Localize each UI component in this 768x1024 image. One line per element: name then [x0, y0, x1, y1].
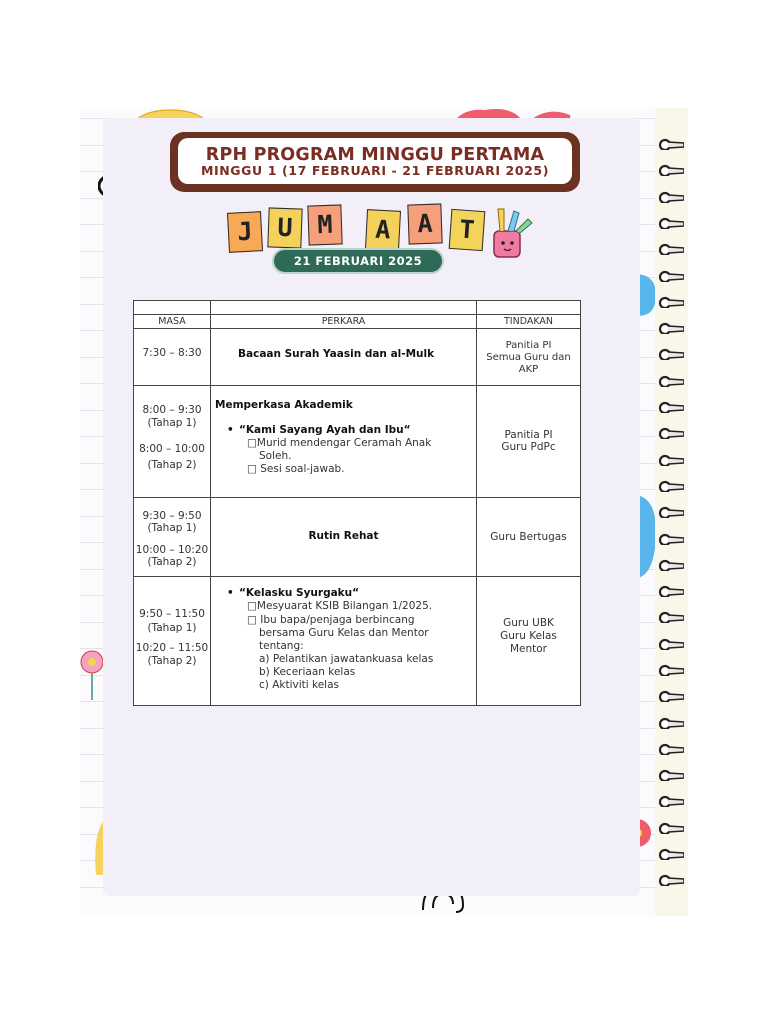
- day-letter-tile: J: [227, 211, 263, 253]
- page-title: RPH PROGRAM MINGGU PERTAMA: [205, 145, 545, 165]
- masa-time: 8:00 – 9:30: [142, 404, 202, 416]
- spiral-ring-icon: [658, 874, 684, 886]
- spiral-ring-icon: [658, 848, 684, 860]
- header-tindakan: TINDAKAN: [503, 316, 554, 327]
- spiral-ring-icon: [658, 243, 684, 255]
- masa-time: 9:30 – 9:50: [142, 510, 202, 522]
- masa-stage: (Tahap 1): [147, 522, 197, 534]
- day-letter-tile: T: [449, 209, 486, 251]
- spiral-ring-icon: [658, 743, 684, 755]
- spiral-ring-icon: [658, 822, 684, 834]
- perkara-title: Bacaan Surah Yaasin dan al-Mulk: [238, 348, 435, 360]
- tindakan-line: Panitia PI: [505, 340, 552, 351]
- date-badge: 21 FEBRUARI 2025: [272, 248, 444, 274]
- tindakan-line: Semua Guru dan: [486, 352, 571, 363]
- spiral-ring-icon: [658, 533, 684, 545]
- spiral-ring-icon: [658, 322, 684, 334]
- spiral-ring-icon: [658, 664, 684, 676]
- masa-time: 10:00 – 10:20: [135, 544, 209, 556]
- table-border-top: [133, 300, 581, 301]
- table-row-line: [133, 576, 581, 577]
- perkara-line: □ Ibu bapa/penjaga berbincang: [247, 614, 415, 626]
- perkara-line: □Murid mendengar Ceramah Anak: [247, 437, 432, 449]
- perkara-line: b) Keceriaan kelas: [259, 666, 356, 678]
- spiral-ring-icon: [658, 348, 684, 360]
- spiral-ring-icon: [658, 506, 684, 518]
- spiral-ring-icon: [658, 690, 684, 702]
- day-letter-tile: U: [267, 207, 302, 248]
- spiral-ring-icon: [658, 191, 684, 203]
- perkara-title: Rutin Rehat: [308, 530, 379, 542]
- masa-time: 7:30 – 8:30: [142, 347, 202, 359]
- day-letter-tile: A: [407, 203, 442, 244]
- spiral-ring-icon: [658, 585, 684, 597]
- tindakan-line: Guru UBK: [503, 617, 554, 629]
- perkara-line: tentang:: [259, 640, 304, 652]
- masa-time: 8:00 – 10:00: [139, 443, 205, 455]
- tindakan-line: Mentor: [509, 643, 548, 655]
- flower-pink-left: [78, 640, 106, 700]
- tindakan-line: Guru Bertugas: [490, 531, 567, 543]
- spiral-ring-icon: [658, 401, 684, 413]
- pencil-cup-icon: [486, 205, 536, 260]
- masa-stage: (Tahap 2): [147, 556, 197, 568]
- perkara-line: c) Aktiviti kelas: [259, 679, 339, 691]
- spiral-ring-icon: [658, 296, 684, 308]
- table-row-line: [133, 497, 581, 498]
- masa-stage: (Tahap 1): [147, 417, 197, 429]
- bullet-icon: •: [227, 424, 234, 436]
- spiral-ring-icon: [658, 427, 684, 439]
- spiral-ring-icon: [658, 480, 684, 492]
- page-subtitle: MINGGU 1 (17 FEBRUARI - 21 FEBRUARI 2025): [200, 163, 550, 178]
- spiral-ring-icon: [658, 559, 684, 571]
- tindakan-line: Guru PdPc: [501, 441, 556, 453]
- masa-stage: (Tahap 1): [147, 622, 197, 634]
- spiral-ring-icon: [658, 717, 684, 729]
- perkara-heading: Memperkasa Akademik: [215, 399, 353, 411]
- perkara-line: □ Sesi soal-jawab.: [247, 463, 345, 475]
- header-perkara: PERKARA: [321, 316, 366, 327]
- perkara-title: “Kami Sayang Ayah dan Ibu“: [239, 424, 411, 436]
- table-border-bottom: [133, 705, 581, 706]
- tindakan-line: Guru Kelas: [500, 630, 557, 642]
- perkara-line: a) Pelantikan jawatankuasa kelas: [259, 653, 434, 665]
- perkara-line: □Mesyuarat KSIB Bilangan 1/2025.: [247, 600, 433, 612]
- perkara-line: Soleh.: [259, 450, 292, 462]
- spiral-ring-icon: [658, 769, 684, 781]
- spiral-ring-icon: [658, 611, 684, 623]
- spiral-ring-icon: [658, 138, 684, 150]
- spiral-ring-icon: [658, 270, 684, 282]
- spiral-ring-icon: [658, 217, 684, 229]
- title-box: [178, 138, 572, 184]
- spiral-ring-icon: [658, 375, 684, 387]
- tindakan-line: AKP: [518, 364, 539, 375]
- day-letter-tile: M: [307, 204, 342, 245]
- masa-stage: (Tahap 2): [147, 459, 197, 471]
- bullet-icon: •: [227, 587, 234, 599]
- masa-stage: (Tahap 2): [147, 655, 197, 667]
- perkara-title: “Kelasku Syurgaku“: [239, 587, 360, 599]
- masa-time: 9:50 – 11:50: [139, 608, 205, 620]
- schedule-table: [133, 300, 581, 706]
- perkara-line: bersama Guru Kelas dan Mentor: [259, 627, 429, 639]
- header-masa: MASA: [158, 316, 186, 327]
- spiral-ring-icon: [658, 638, 684, 650]
- day-letter-tile: A: [365, 209, 401, 251]
- masa-time: 10:20 – 11:50: [135, 642, 209, 654]
- spiral-ring-icon: [658, 164, 684, 176]
- tindakan-line: Panitia PI: [504, 429, 553, 441]
- spiral-ring-icon: [658, 795, 684, 807]
- table-row-line: [133, 314, 581, 315]
- table-row-line: [133, 385, 581, 386]
- spiral-ring-icon: [658, 454, 684, 466]
- table-divider-masa: [210, 300, 211, 706]
